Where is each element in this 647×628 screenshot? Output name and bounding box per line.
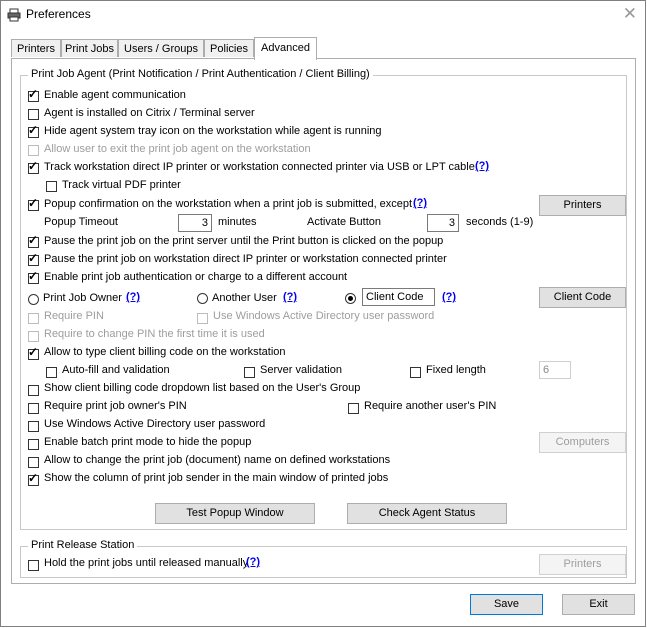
show-sender-label: Show the column of print job sender in the main window of printed jobs xyxy=(44,472,389,484)
popup-timeout-input[interactable]: 3 xyxy=(178,214,212,232)
use-ad-inline-label: Use Windows Active Directory user password xyxy=(213,310,435,322)
server-validation-checkbox[interactable] xyxy=(244,367,255,378)
require-another-pin-checkbox[interactable] xyxy=(348,403,359,414)
pause-server-label: Pause the print job on the print server until the Print button is clicked on the popup xyxy=(44,235,444,247)
tab-policies[interactable]: Policies xyxy=(204,39,254,57)
enable-auth-label: Enable print job authentication or charge to a different account xyxy=(44,271,348,283)
advanced-panel xyxy=(11,58,636,584)
track-direct-label: Track workstation direct IP printer or workstation connected printer via USB or LPT cable xyxy=(44,161,475,173)
popup-confirm-label: Popup confirmation on the workstation when a print job is submitted, except xyxy=(44,198,413,210)
batch-mode-checkbox[interactable] xyxy=(28,439,39,450)
client-code-help-link[interactable]: (?) xyxy=(442,291,457,303)
close-icon[interactable]: ✕ xyxy=(622,4,637,23)
print-job-owner-radio[interactable] xyxy=(28,294,39,305)
track-virtual-checkbox[interactable] xyxy=(46,181,57,192)
autofill-checkbox[interactable] xyxy=(46,367,57,378)
tab-print-jobs[interactable]: Print Jobs xyxy=(61,39,118,57)
batch-mode-label: Enable batch print mode to hide the popup xyxy=(44,436,252,448)
popup-confirm-help-link[interactable]: (?) xyxy=(413,197,428,209)
computers-button: Computers xyxy=(539,432,626,453)
fixed-length-label: Fixed length xyxy=(426,364,486,376)
app-printer-icon xyxy=(7,8,21,22)
require-another-pin-label: Require another user's PIN xyxy=(364,400,497,412)
use-ad-checkbox[interactable] xyxy=(28,421,39,432)
tab-users-groups[interactable]: Users / Groups xyxy=(118,39,204,57)
exit-button[interactable]: Exit xyxy=(562,594,635,615)
track-direct-checkbox[interactable]: ✓ xyxy=(28,159,39,173)
require-pin-checkbox xyxy=(28,313,39,324)
printers-exception-button[interactable]: Printers xyxy=(539,195,626,216)
release-group-title: Print Release Station xyxy=(28,539,137,551)
tab-printers[interactable]: Printers xyxy=(11,39,61,57)
allow-exit-checkbox xyxy=(28,145,39,156)
hold-jobs-label: Hold the print jobs until released manually xyxy=(44,557,249,569)
allow-client-code-checkbox[interactable]: ✓ xyxy=(28,345,39,359)
window-title: Preferences xyxy=(26,7,91,21)
server-validation-label: Server validation xyxy=(260,364,342,376)
client-code-radio[interactable] xyxy=(345,293,356,304)
show-dropdown-label: Show client billing code dropdown list based on the User's Group xyxy=(44,382,361,394)
activate-button-label: Activate Button xyxy=(307,216,381,228)
show-sender-checkbox[interactable]: ✓ xyxy=(28,471,39,485)
hide-tray-checkbox[interactable]: ✓ xyxy=(28,123,39,137)
citrix-label: Agent is installed on Citrix / Terminal server xyxy=(44,107,255,119)
allow-exit-label: Allow user to exit the print job agent on the workstation xyxy=(44,143,311,155)
minutes-label: minutes xyxy=(218,216,257,228)
tab-advanced[interactable]: Advanced xyxy=(254,37,317,60)
use-ad-inline-checkbox xyxy=(197,313,208,324)
track-direct-help-link[interactable]: (?) xyxy=(475,160,490,172)
require-pin-label: Require PIN xyxy=(44,310,104,322)
popup-confirm-checkbox[interactable]: ✓ xyxy=(28,196,39,210)
enable-auth-checkbox[interactable]: ✓ xyxy=(28,269,39,283)
pause-server-checkbox[interactable]: ✓ xyxy=(28,233,39,247)
another-user-radio[interactable] xyxy=(197,293,208,304)
another-user-label: Another User xyxy=(212,292,277,304)
activate-button-input[interactable]: 3 xyxy=(427,214,459,232)
citrix-checkbox[interactable] xyxy=(28,109,39,120)
show-dropdown-checkbox[interactable] xyxy=(28,385,39,396)
owner-help-link[interactable]: (?) xyxy=(126,291,141,303)
pause-direct-checkbox[interactable]: ✓ xyxy=(28,251,39,265)
enable-agent-label: Enable agent communication xyxy=(44,89,186,101)
hold-jobs-checkbox[interactable] xyxy=(28,560,39,571)
require-owner-pin-checkbox[interactable] xyxy=(28,403,39,414)
fixed-length-checkbox[interactable] xyxy=(410,367,421,378)
release-printers-button: Printers xyxy=(539,554,626,575)
require-change-pin-checkbox xyxy=(28,331,39,342)
print-job-owner-label: Print Job Owner xyxy=(43,292,122,304)
use-ad-label: Use Windows Active Directory user password xyxy=(44,418,266,430)
allow-client-code-label: Allow to type client billing code on the workstation xyxy=(44,346,286,358)
seconds-label: seconds (1-9) xyxy=(466,216,534,228)
client-code-button[interactable]: Client Code xyxy=(539,287,626,308)
autofill-label: Auto-fill and validation xyxy=(62,364,170,376)
hold-jobs-help-link[interactable]: (?) xyxy=(246,556,261,568)
allow-rename-label: Allow to change the print job (document) name on defined workstations xyxy=(44,454,391,466)
check-agent-status-button[interactable]: Check Agent Status xyxy=(347,503,507,524)
require-change-pin-label: Require to change PIN the first time it is used xyxy=(44,328,265,340)
agent-group-title: Print Job Agent (Print Notification / Print Authentication / Client Billing) xyxy=(28,68,373,80)
title-bar xyxy=(1,1,645,29)
allow-rename-checkbox[interactable] xyxy=(28,457,39,468)
client-code-input[interactable]: Client Code xyxy=(362,288,435,306)
popup-timeout-label: Popup Timeout xyxy=(44,216,118,228)
test-popup-button[interactable]: Test Popup Window xyxy=(155,503,315,524)
hide-tray-label: Hide agent system tray icon on the workstation while agent is running xyxy=(44,125,382,137)
track-virtual-label: Track virtual PDF printer xyxy=(62,179,181,191)
require-owner-pin-label: Require print job owner's PIN xyxy=(44,400,187,412)
pause-direct-label: Pause the print job on workstation direct IP printer or workstation connected printer xyxy=(44,253,447,265)
another-user-help-link[interactable]: (?) xyxy=(283,291,298,303)
save-button[interactable]: Save xyxy=(470,594,543,615)
enable-agent-checkbox[interactable]: ✓ xyxy=(28,87,39,101)
fixed-length-input: 6 xyxy=(539,361,571,379)
